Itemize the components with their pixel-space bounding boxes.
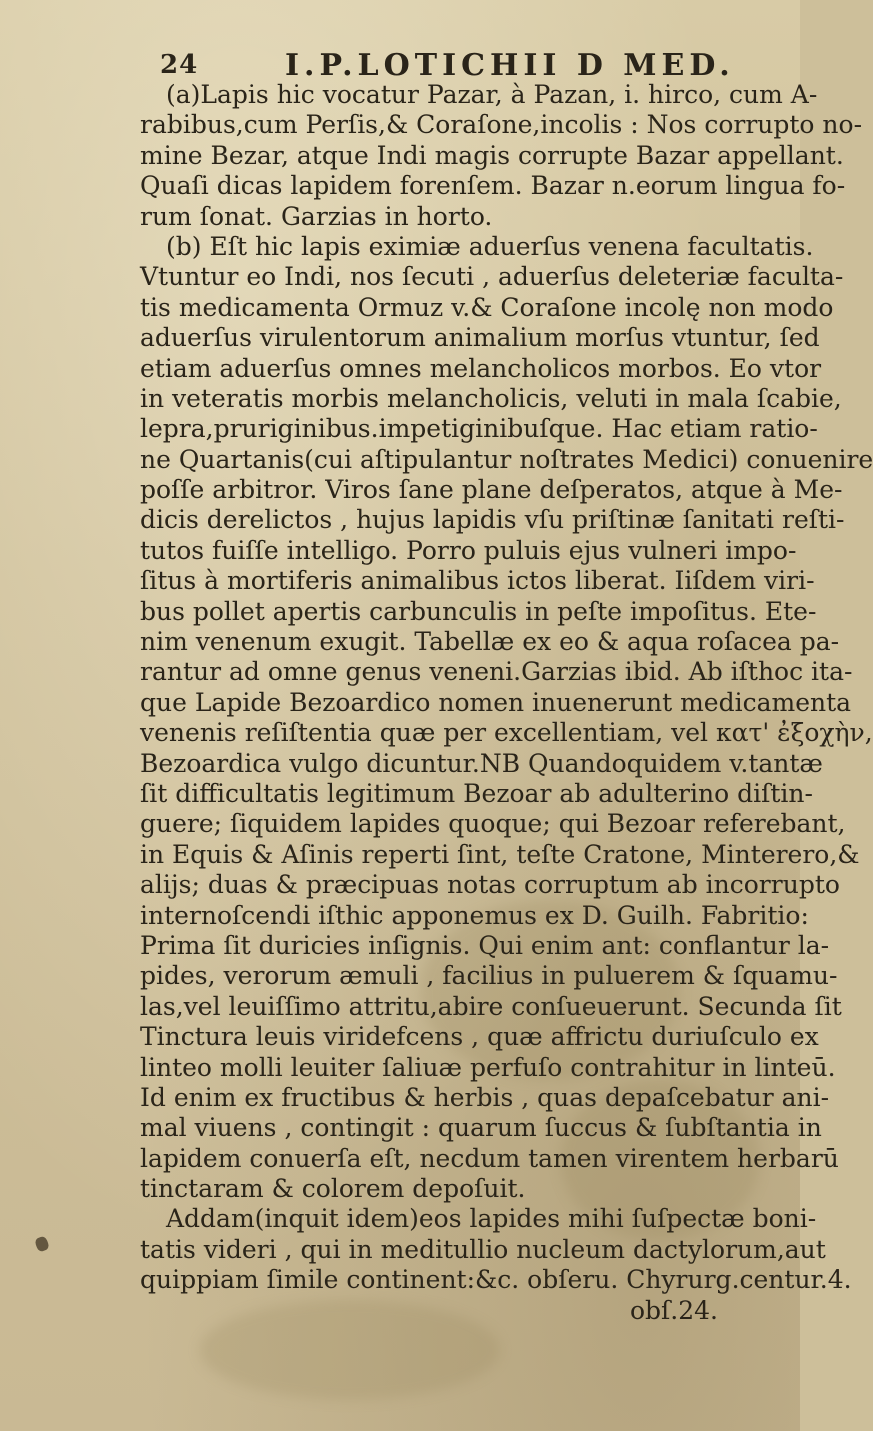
page-number: 24 [160,50,199,80]
text-line: internoſcendi iſthic apponemus ex D. Guilh. Fabritio: [140,900,809,930]
text-line: etiam aduerſus omnes melancholicos morbos. Eo vtor [140,353,822,383]
text-line: Id enim ex fructibus & herbis , quas depaſcebatur ani- [140,1082,830,1112]
text-block [140,80,873,1326]
text-line: venenis reſiſtentia quæ per excellentiam, vel κατ' ἐξοχὴν, [140,718,873,748]
page-header [160,48,740,84]
text-line: (a)Lapis hic vocatur Pazar, à Pazan, i. hirco, cum A- [166,80,818,109]
text-line: poſſe arbitror. Viros ſane plane deſperatos, atque à Me- [140,475,843,505]
text-line: in veteratis morbis melancholicis, veluti in mala ſcabie, [140,383,842,413]
text-line: Addam(inquit idem)eos lapides mihi ſuſpectæ boni- [166,1204,817,1234]
text-line: Vtuntur eo Indi, nos ſecuti , aduerſus deleteriæ faculta- [140,262,844,292]
text-line: rum ſonat. Garzias in horto. [140,201,493,231]
text-line: alijs; duas & præcipuas notas corruptum ab incorrupto [140,870,840,900]
text-line: linteo molli leuiter ſaliuæ perfuſo contrahitur in linteū. [140,1052,836,1082]
ink-blot [34,1235,50,1252]
text-line: tatis videri , qui in meditullio nucleum dactylorum,aut [140,1234,826,1264]
text-line: bus pollet apertis carbunculis in peſte impoſitus. Ete- [140,596,817,626]
text-line: rabibus,cum Perſis,& Coraſone,incolis : Nos corrupto no- [140,110,863,140]
text-line: obſ.24. [629,1295,718,1325]
text-line: tis medicamenta Ormuz v.& Coraſone incolę non modo [140,292,834,322]
text-line: Quaſi dicas lapidem forenſem. Bazar n.eorum lingua fo- [140,171,846,201]
text-line: ſitus à mortiferis animalibus ictos liberat. Iiſdem viri- [140,566,815,596]
text-line: lepra,pruriginibus.impetiginibuſque. Hac etiam ratio- [140,414,818,444]
text-line: ne Quartanis(cui aſtipulantur noſtrates Medici) conuenire [140,444,873,474]
text-line: Prima ſit duricies inſignis. Qui enim ant: conflantur la- [140,930,830,960]
text-line: Bezoardica vulgo dicuntur.NB Quandoquidem v.tantæ [140,748,823,778]
text-line: Tinctura leuis viridefcens , quæ affrictu duriuſculo ex [140,1022,819,1052]
text-line: tinctaram & colorem depoſuit. [140,1174,526,1204]
text-line: guere; ſiquidem lapides quoque; qui Bezoar referebant, [140,809,846,839]
text-line: nim venenum exugit. Tabellæ ex eo & aqua roſacea pa- [140,627,840,657]
text-line: dicis derelictos , hujus lapidis vſu priſtinæ ſanitati reſti- [140,505,845,535]
text-line: ſit difficultatis legitimum Bezoar ab adulterino diſtin- [140,778,813,808]
text-line: que Lapide Bezoardico nomen inuenerunt medicamenta [140,687,852,717]
text-line: aduerſus virulentorum animalium morſus vtuntur, ſed [140,323,820,353]
text-line: las,vel leuiſſimo attritu,abire conſueuerunt. Secunda ſit [140,991,842,1021]
running-head: I.P.LOTICHII D MED. [285,48,735,83]
text-line: in Equis & Aſinis reperti ſint, teſte Cratone, Minterero,& [140,839,860,869]
text-line: tutos fuiſſe intelligo. Porro puluis ejus vulneri impo- [140,535,797,565]
text-line: mal viuens , contingit : quarum ſuccus & ſubſtantia in [140,1113,822,1143]
text-line: pides, verorum æmuli , facilius in puluerem & ſquamu- [140,961,838,991]
text-line: (b) Eſt hic lapis eximiæ aduerſus venena facultatis. [166,231,814,261]
text-line: rantur ad omne genus veneni.Garzias ibid. Ab iſthoc ita- [140,657,853,687]
text-line: mine Bezar, atque Indi magis corrupte Bazar appellant. [140,140,844,170]
text-line: quippiam ſimile continent:&c. obſeru. Chyrurg.centur.4. [140,1265,852,1295]
text-line: lapidem conuerſa eſt, necdum tamen virentem herbarū [140,1143,839,1173]
